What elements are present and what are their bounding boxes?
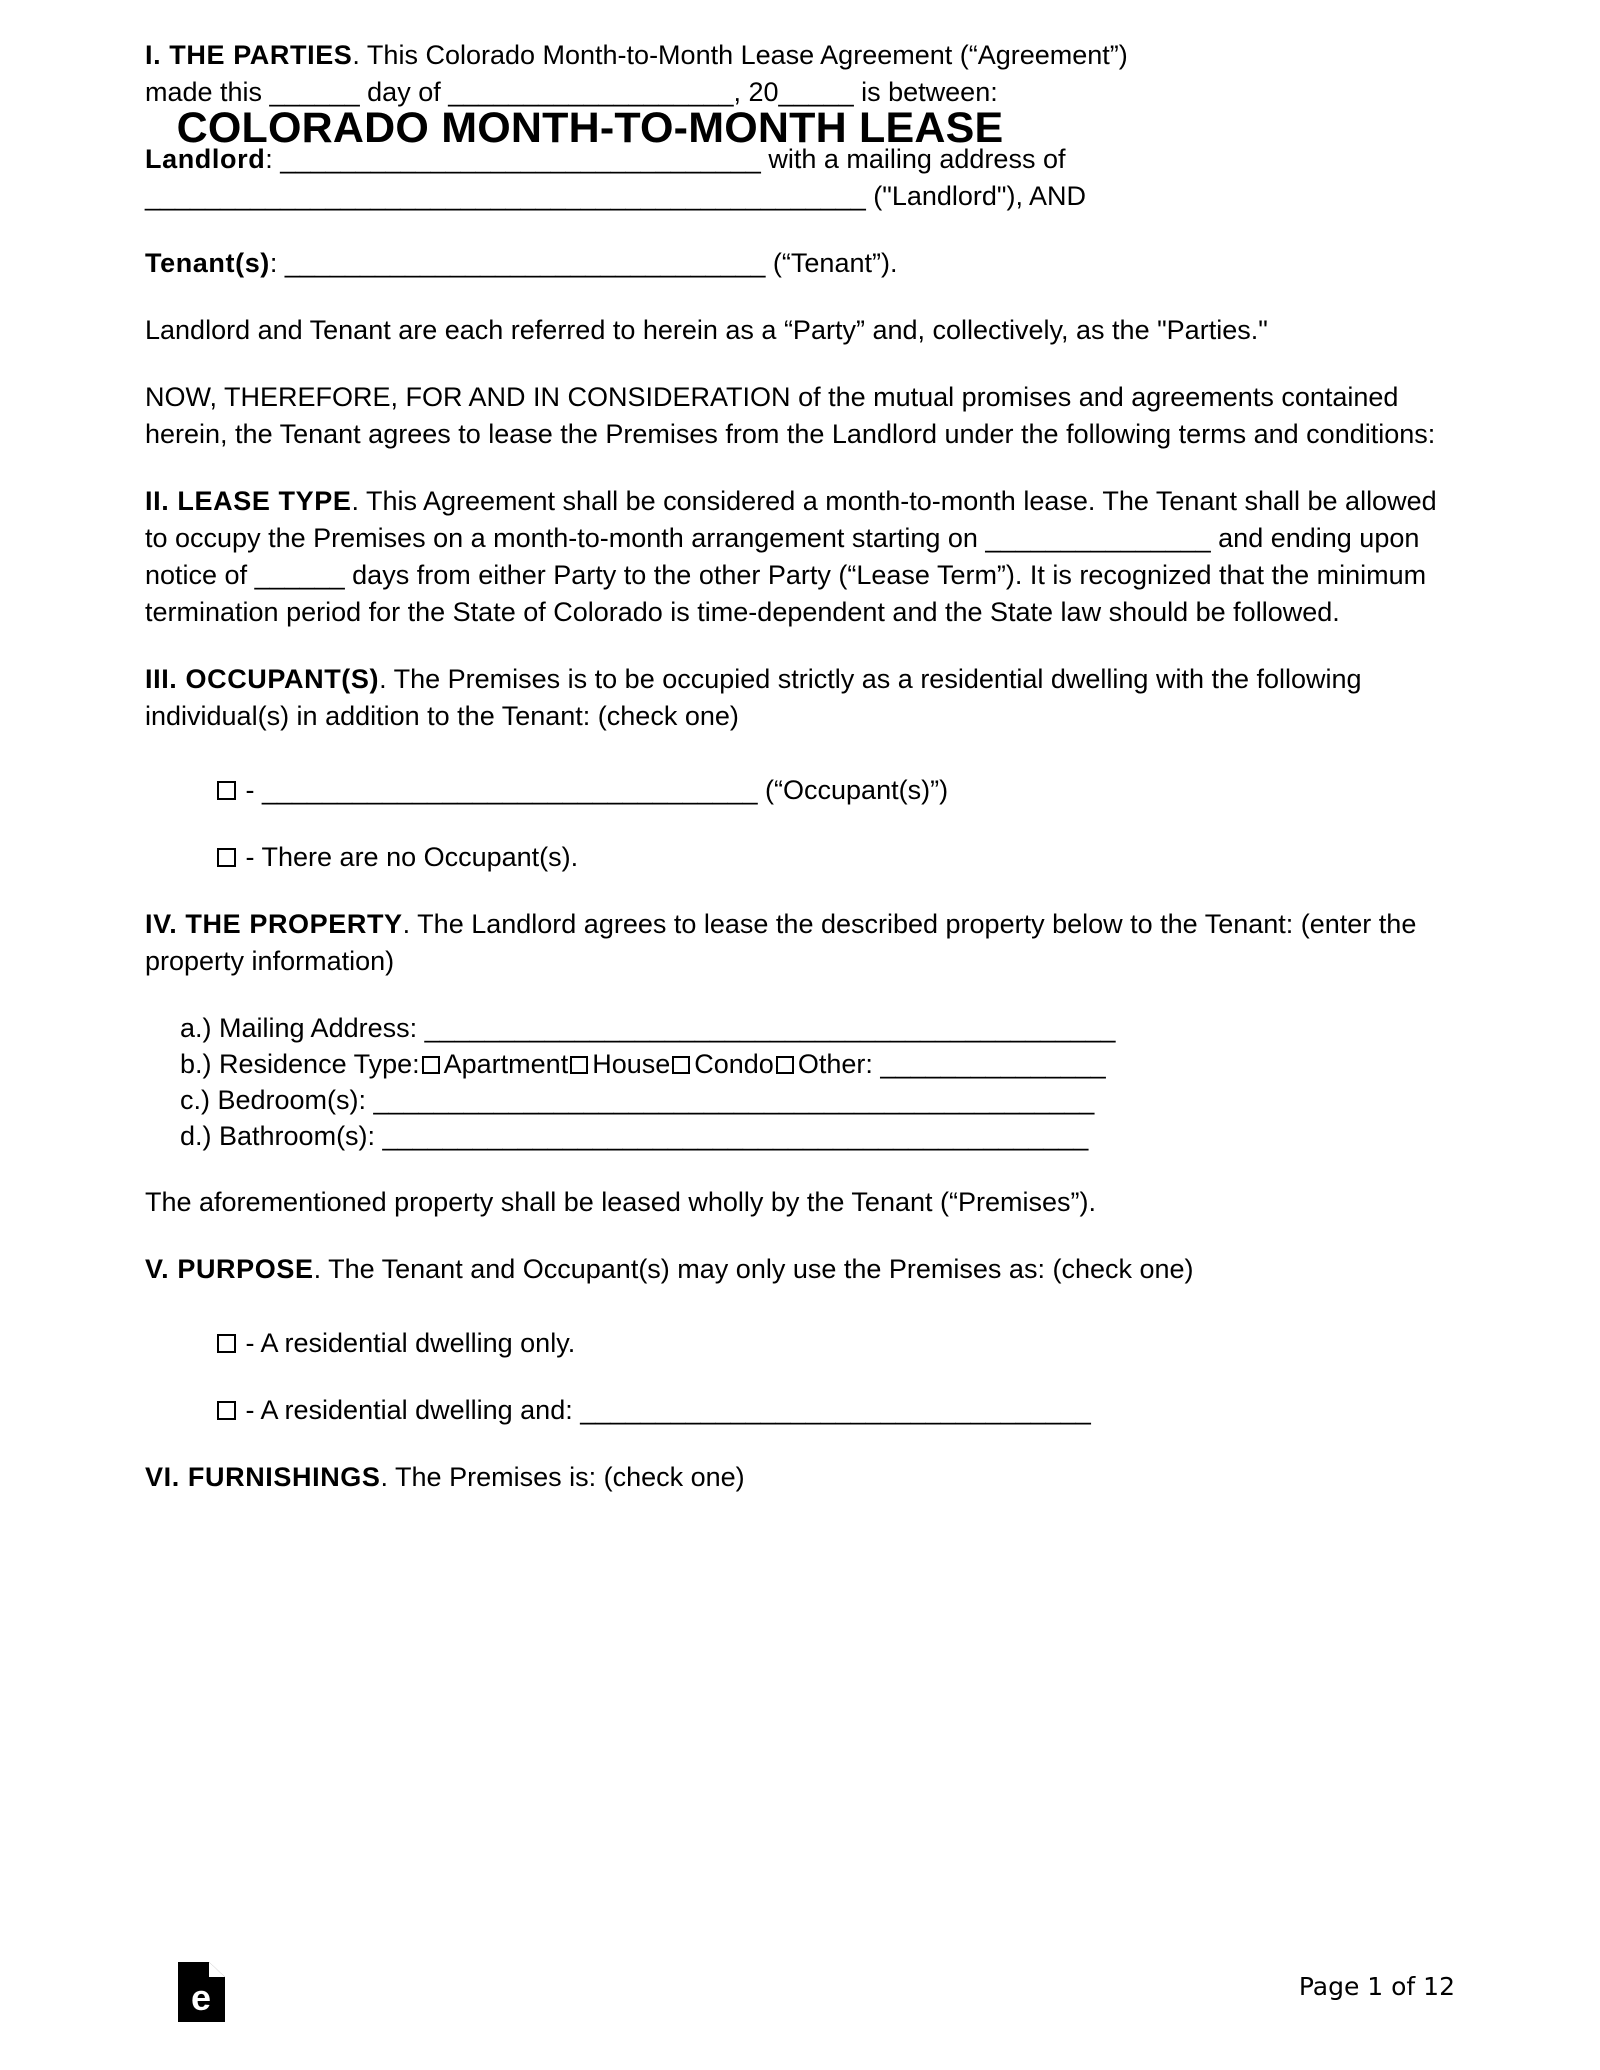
section-purpose-body: . The Tenant and Occupant(s) may only use the Premises as: (check one): [313, 1254, 1194, 1284]
section-parties-intro: [145, 37, 1465, 111]
section-property-body: . The Landlord agrees to lease the described property below to the Tenant: (enter the property information): [145, 909, 1417, 976]
consideration-caps-text: NOW, THEREFORE, FOR AND IN CONSIDERATION: [145, 382, 791, 412]
residence-option-apartment: Apartment: [443, 1049, 569, 1079]
section-parties-line1: . This Colorado Month-to-Month Lease Agreement (“Agreement”): [352, 40, 1128, 70]
document-body: [145, 0, 1465, 1496]
occupant-option-2-row[interactable]: [145, 839, 1465, 876]
section-property: [145, 906, 1465, 980]
section-occupants-body: . The Premises is to be occupied strictly as a residential dwelling with the following individual(s) in addition to the Tenant: (check one): [145, 664, 1362, 731]
checkbox-icon-other[interactable]: [776, 1056, 794, 1074]
section-heading-furnishings: VI. FURNISHINGS: [145, 1462, 381, 1492]
property-closing-paragraph: The aforementioned property shall be leased wholly by the Tenant (“Premises”).: [145, 1187, 1096, 1217]
section-lease-type: [145, 483, 1465, 631]
landlord-address-blank-line: ________________________________________________ ("Landlord"), AND: [145, 181, 1087, 211]
tenant-blank-line: : ________________________________ (“Tenant”).: [269, 248, 898, 278]
section-heading-lease-type: II. LEASE TYPE: [145, 486, 352, 516]
page-footer: [0, 1950, 1600, 2070]
section-lease-type-body: . This Agreement shall be considered a month-to-month lease. The Tenant shall be allowed to occupy the Premises on a month-to-month arrangement starting on _______________ and ending upon notice of ______ days from either Party to the other Party (“Lease Term”). It is recognized that the minimum termination period for the State of Colorado is time-dependent and the State law should be followed.: [145, 486, 1437, 627]
residence-option-other: Other:: [797, 1049, 873, 1079]
tenant-label: Tenant(s): [145, 248, 270, 278]
property-details-list: [145, 1010, 1465, 1154]
checkbox-icon-apartment[interactable]: [422, 1056, 440, 1074]
checkbox-icon-condo[interactable]: [672, 1056, 690, 1074]
property-residence-type-row[interactable]: [180, 1046, 1465, 1082]
section-furnishings-body: . The Premises is: (check one): [380, 1462, 745, 1492]
residence-type-label: b.) Residence Type:: [180, 1049, 420, 1079]
section-heading-parties: I. THE PARTIES: [145, 40, 353, 70]
tenant-block: [145, 245, 1465, 282]
purpose-option-1-label: - A residential dwelling only.: [245, 1328, 576, 1358]
purpose-option-1-row[interactable]: [145, 1325, 1465, 1362]
consideration-paragraph: [145, 379, 1465, 453]
landlord-block: [145, 141, 1465, 215]
residence-option-condo: Condo: [694, 1049, 774, 1079]
occupant-option-2-label: - There are no Occupant(s).: [245, 842, 579, 872]
checkbox-icon[interactable]: [217, 1401, 236, 1420]
property-mailing-address-row[interactable]: a.) Mailing Address: ______________________________________________: [180, 1013, 1116, 1043]
property-bedrooms-row[interactable]: c.) Bedroom(s): ________________________________________________: [180, 1085, 1095, 1115]
section-parties-line2: made this ______ day of ___________________, 20_____ is between:: [145, 77, 998, 107]
section-heading-purpose: V. PURPOSE: [145, 1254, 314, 1284]
residence-option-house: House: [592, 1049, 671, 1079]
checkbox-icon[interactable]: [217, 1334, 236, 1353]
section-heading-occupants: III. OCCUPANT(S): [145, 664, 380, 694]
parties-definition-paragraph: Landlord and Tenant are each referred to herein as a “Party” and, collectively, as the "Parties.": [145, 315, 1268, 345]
section-occupants: [145, 661, 1465, 735]
residence-other-blank: _______________: [872, 1049, 1106, 1079]
checkbox-icon[interactable]: [217, 781, 236, 800]
page-number-label: Page 1 of 12: [1298, 1972, 1455, 2001]
purpose-option-2-row[interactable]: [145, 1392, 1465, 1429]
occupant-option-1-label: - _________________________________ (“Occupant(s)”): [245, 775, 949, 805]
landlord-blank-line: : ________________________________ with a mailing address of: [265, 144, 1066, 174]
property-bathrooms-row[interactable]: d.) Bathroom(s): _______________________________________________: [180, 1121, 1089, 1151]
section-heading-property: IV. THE PROPERTY: [145, 909, 403, 939]
landlord-label: Landlord: [145, 144, 266, 174]
purpose-option-2-label: - A residential dwelling and: __________________________________: [245, 1395, 1091, 1425]
checkbox-icon-house[interactable]: [570, 1056, 588, 1074]
eforms-logo-icon: [178, 1962, 225, 2022]
occupant-option-1-row[interactable]: [145, 772, 1465, 809]
checkbox-icon[interactable]: [217, 848, 236, 867]
page-title: COLORADO MONTH-TO-MONTH LEASE: [176, 104, 1004, 152]
consideration-rest-text: of the mutual promises and agreements contained herein, the Tenant agrees to lease the Premises from the Landlord under the following terms and conditions:: [145, 382, 1436, 449]
section-purpose: [145, 1251, 1465, 1288]
section-furnishings: [145, 1459, 1465, 1496]
svg-text:e: e: [190, 1977, 212, 2018]
